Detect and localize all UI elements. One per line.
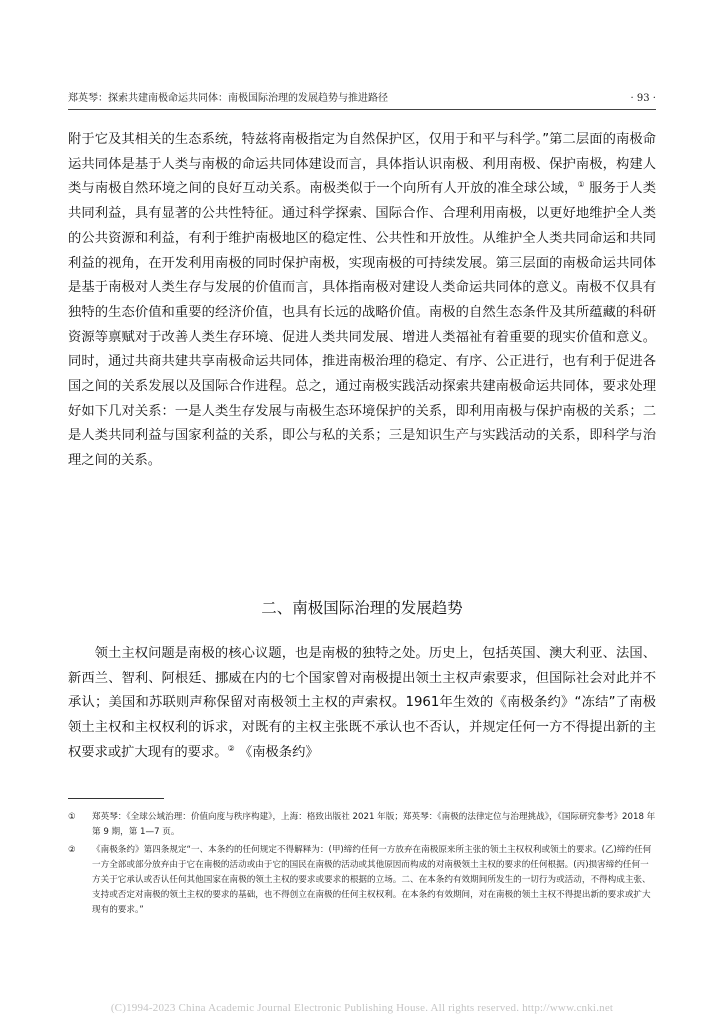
footnote-ref-2[interactable]: ② (227, 743, 235, 753)
footnote-item (68, 810, 656, 840)
running-title: 郑英琴：探索共建南极命运共同体：南极国际治理的发展趋势与推进路径 (68, 93, 388, 104)
paragraph-1-part-b: 服务于人类共同利益，具有显著的公共性特征。通过科学探索、国际合作、合理利用南极，以更好地维护全人类的公共资源和利益，有利于维护南极地区的稳定性、公共性和开放性。从维护全人类共同命运和共同利益的视角，在开发利用南极的同时保护南极，实现南极的可持续发展。第三层面的南极命运共同体是基于南极对人类生存与发展的价值而言，具体指南极对建设人类命运共同体的意义。南极不仅具有独特的生态价值和重要的经济价值，也具有长远的战略价值。南极的自然生态条件及其所蕴藏的科研资源等禀赋对于改善人类生存环境、促进人类共同发展、增进人类福祉有着重要的现实价值和意义。同时，通过共商共建共享南极命运共同体，推进南极治理的稳定、有序、公正进行，也有利于促进各国之间的关系发展以及国际合作进程。总之，通过南极实践活动探索共建南极命运共同体，要求处理好如下几对关系：一是人类生存发展与南极生态环境保护的关系，即利用南极与保护南极的关系；二是人类共同利益与国家利益的关系，即公与私的关系；三是知识生产与实践活动的关系，即科学与治理之间的关系。 (68, 181, 657, 469)
footnote-text: 郑英琴：《全球公域治理：价值向度与秩序构建》，上海：格致出版社 2021 年版；郑英琴：《南极的法律定位与治理挑战》，《国际研究参考》2018 年第 9 期，第 1—7 页。 (92, 812, 656, 837)
footnote-mark: ② (68, 845, 76, 855)
paragraph-1 (68, 128, 656, 474)
section-title: 二、南极国际治理的发展趋势 (261, 599, 463, 617)
paragraph-2-part-a: 领土主权问题是南极的核心议题，也是南极的独特之处。历史上，包括英国、澳大利亚、法国、新西兰、智利、阿根廷、挪威在内的七个国家曾对南极提出领土主权声索要求，但国际社会对此并不承认；美国和苏联则声称保留对南极领土主权的声索权。1961年生效的《南极条约》“冻结”了南极领土主权和主权权利的诉求，对既有的主权主张既不承认也不否认，并规定任何一方不得提出新的主权要求或扩大现有的要求。 (68, 646, 656, 760)
copyright-watermark: (C)1994-2023 China Academic Journal Electronic Publishing House. All rights reserved. http://www.cnki.net (110, 1002, 614, 1014)
footnote-rule (68, 798, 164, 799)
footnote-text: 《南极条约》第四条规定“一、本条约的任何规定不得解释为：(甲)缔约任何一方放弃在南极原来所主张的领土主权权利或领土的要求。(乙)缔约任何一方全部或部分放弃由于它在南极的活动或由于它的国民在南极的活动或其他原因而构成的对南极领土主权的要求的任何根据。(丙)损害缔约任何一方关于它承认或否认任何其他国家在南极的领土主权的要求或要求的根据的立场。二、在本条约有效期间所发生的一切行为或活动，不得构成主张、支持或否定对南极的领土主权的要求的基础，也不得创立在南极的任何主权权利。在本条约有效期间，对在南极的领土主权不得提出新的要求或扩大现有的要求。” (92, 845, 652, 915)
footnote-item (68, 843, 656, 918)
paragraph-2-part-b: 《南极条约》 (234, 744, 319, 760)
body-text-2 (68, 642, 656, 766)
page-number: · 93 · (630, 93, 656, 104)
footnotes (68, 810, 656, 921)
header-rule (68, 109, 656, 110)
body-text (68, 128, 656, 474)
running-header (68, 92, 656, 106)
paragraph-1-part-a: 附于它及其相关的生态系统，特兹将南极指定为自然保护区，仅用于和平与科学。”第二层面的南极命运共同体是基于人类与南极的命运共同体建设而言，具体指认识南极、利用南极、保护南极，构建人类与南极自然环境之间的良好互动关系。南极类似于一个向所有人开放的准全球公域， (68, 132, 656, 197)
footnote-ref-1[interactable]: ① (577, 180, 585, 190)
footnote-mark: ① (68, 812, 76, 822)
paragraph-2 (68, 642, 656, 766)
